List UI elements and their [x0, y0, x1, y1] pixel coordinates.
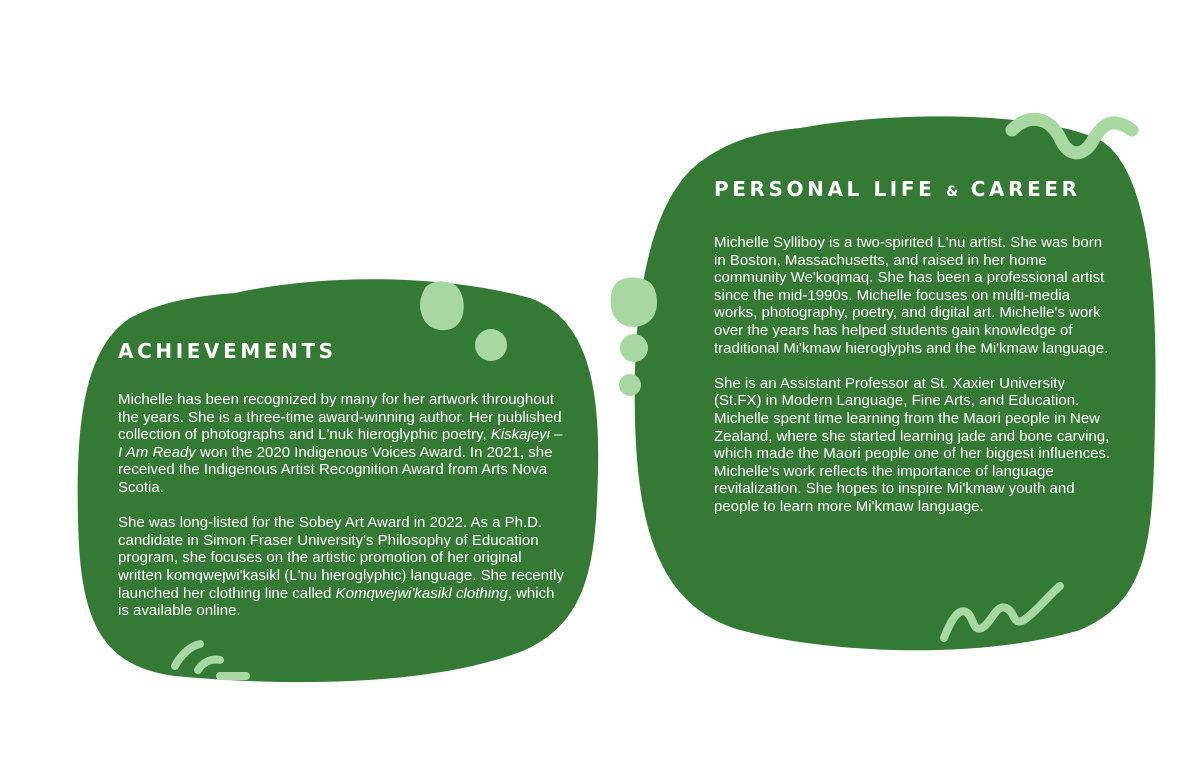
- clothing-line-name: Komqwejwi'kasikl clothing: [335, 584, 508, 602]
- achievements-paragraph-1: [118, 391, 564, 497]
- achievements-dot-large: [420, 281, 464, 330]
- book-title-kiskajeyi: Kiskajeyi – I Am Ready: [118, 426, 563, 461]
- achievements-p1-text-2: won the 2020 Indigenous Voices Award. In 2021, she received the Indigenous Artist Recognition Award from Arts Nova Scotia.: [118, 443, 553, 496]
- career-heading: [714, 177, 1116, 201]
- career-heading-part1: PERSONAL LIFE: [714, 177, 946, 201]
- achievements-paragraph-2: [118, 514, 564, 620]
- career-paragraph-1: Michelle Sylliboy is a two-spirited L'nu artist. She was born in Boston, Massachusetts, and raised in her home community We'koqmaq. She has been a professional artist since the mid-1990s. Michelle focuses on multi-media works, photography, poetry, and digital art. Michelle's work over the years has helped students gain knowledge of traditional Mi'kmaw hieroglyphs and the Mi'kmaw language.: [714, 234, 1109, 357]
- career-heading-ampersand: &: [945, 184, 961, 200]
- achievements-p2-text: She was long-listed for the Sobey Art Award in 2022. As a Ph.D. candidate in Simon Fraser University's Philosophy of Education program, she focuses on the artistic promotion of her original written komqwejwi'kasikl (L'nu hieroglyphic) language. She recently launched her clothing line called: [118, 514, 564, 602]
- achievements-heading: ACHIEVEMENTS: [118, 339, 337, 363]
- career-panel: [714, 177, 1116, 516]
- career-dot-large: [611, 277, 657, 326]
- career-heading-part2: CAREER: [960, 177, 1081, 201]
- career-dot-small: [619, 374, 641, 396]
- career-dot-medium: [620, 334, 648, 362]
- career-paragraph-2: She is an Assistant Professor at St. Xaxier University (St.FX) in Modern Language, Fine Arts, and Education. Michelle spent time learning from the Maori people in New Zealand, where she started learning jade and bone carving, which made the Maori people one of her biggest influences. Michelle's work reflects the importance of language revitalization. She hopes to inspire Mi'kmaw youth and people to learn more Mi'kmaw language.: [714, 374, 1111, 515]
- achievements-p2-text-2: , which is available online.: [118, 584, 555, 620]
- achievements-p1-text: Michelle has been recognized by many for her artwork throughout the years. She is a three-time award-winning author. Her published collection of photographs and L'nuk hieroglyphic poetry,: [118, 391, 562, 444]
- achievements-panel: [118, 339, 564, 620]
